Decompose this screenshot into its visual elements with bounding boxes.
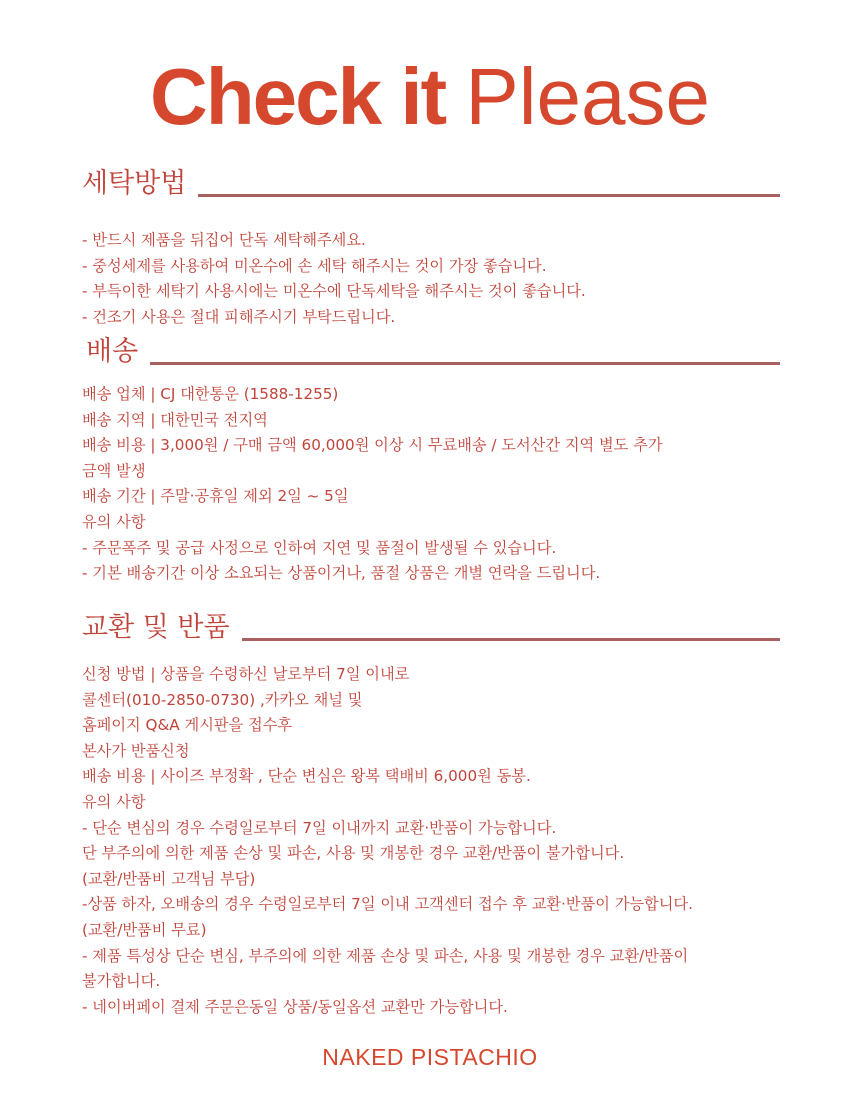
returns-line: 신청 방법 | 상품을 수령하신 날로부터 7일 이내로 [82, 665, 410, 683]
shipping-heading: 배송 [86, 336, 139, 367]
washing-divider [198, 194, 780, 197]
shipping-divider [150, 362, 780, 365]
returns-line: 홈페이지 Q&A 게시판을 접수후 [82, 716, 293, 735]
shipping-line: 금액 발생 [82, 461, 146, 480]
shipping-line: - 주문폭주 및 공급 사정으로 인하여 지연 및 품절이 발생될 수 있습니다. [82, 538, 557, 557]
returns-line: (교환/반품비 고객님 부담) [82, 869, 256, 888]
washing-section-header [82, 168, 780, 202]
returns-line: - 네이버페이 결제 주문은동일 상품/동일옵션 교환만 가능합니다. [82, 997, 508, 1016]
shipping-line: 배송 업체 | CJ 대한통운 (1588-1255) [82, 385, 339, 403]
washing-line: - 건조기 사용은 절대 피해주시기 부탁드립니다. [82, 307, 396, 326]
washing-line: - 부득이한 세탁기 사용시에는 미온수에 단독세탁을 해주시는 것이 좋습니다. [82, 282, 586, 301]
shipping-section-header [86, 336, 780, 370]
shipping-line: - 기본 배송기간 이상 소요되는 상품이거나, 품절 상품은 개별 연락을 드립니다. [82, 564, 601, 583]
returns-line: 단 부주의에 의한 제품 손상 및 파손, 사용 및 개봉한 경우 교환/반품이 불가합니다. [82, 844, 625, 863]
returns-section-header [82, 612, 780, 646]
washing-instructions [82, 228, 822, 330]
washing-heading: 세탁방법 [82, 168, 187, 199]
page-title [0, 52, 860, 142]
returns-line: 배송 비용 | 사이즈 부정확 , 단순 변심은 왕복 택배비 6,000원 동봉. [82, 767, 531, 786]
washing-line: - 중성세제를 사용하여 미온수에 손 세탁 해주시는 것이 가장 좋습니다. [82, 256, 547, 275]
shipping-info [82, 382, 822, 587]
brand-footer: NAKED PISTACHIO [322, 1044, 538, 1070]
returns-line: 유의 사항 [82, 792, 146, 811]
returns-line: 본사가 반품신청 [82, 741, 190, 760]
returns-line: 불가합니다. [82, 972, 161, 991]
returns-divider [242, 638, 780, 641]
shipping-line: 배송 기간 | 주말·공휴일 제외 2일 ~ 5일 [82, 487, 349, 506]
returns-line: - 단순 변심의 경우 수령일로부터 7일 이내까지 교환·반품이 가능합니다. [82, 818, 557, 837]
returns-line: (교환/반품비 무료) [82, 920, 207, 939]
returns-info [82, 662, 822, 1020]
returns-heading: 교환 및 반품 [82, 612, 230, 643]
shipping-line: 배송 비용 | 3,000원 / 구매 금액 60,000원 이상 시 무료배송 / 도서산간 지역 별도 추가 [82, 436, 663, 455]
shipping-line: 유의 사항 [82, 512, 146, 531]
washing-line: - 반드시 제품을 뒤집어 단독 세탁해주세요. [82, 231, 366, 249]
shipping-line: 배송 지역 | 대한민국 전지역 [82, 410, 268, 429]
title-light: Please [465, 52, 711, 141]
returns-line: 콜센터(010-2850-0730) ,카카오 채널 및 [82, 690, 363, 709]
returns-line: - 제품 특성상 단순 변심, 부주의에 의한 제품 손상 및 파손, 사용 및 개봉한 경우 교환/반품이 [82, 946, 689, 965]
returns-line: -상품 하자, 오배송의 경우 수령일로부터 7일 이내 고객센터 접수 후 교환·반품이 가능합니다. [82, 895, 693, 914]
title-bold: Check it [149, 52, 446, 141]
